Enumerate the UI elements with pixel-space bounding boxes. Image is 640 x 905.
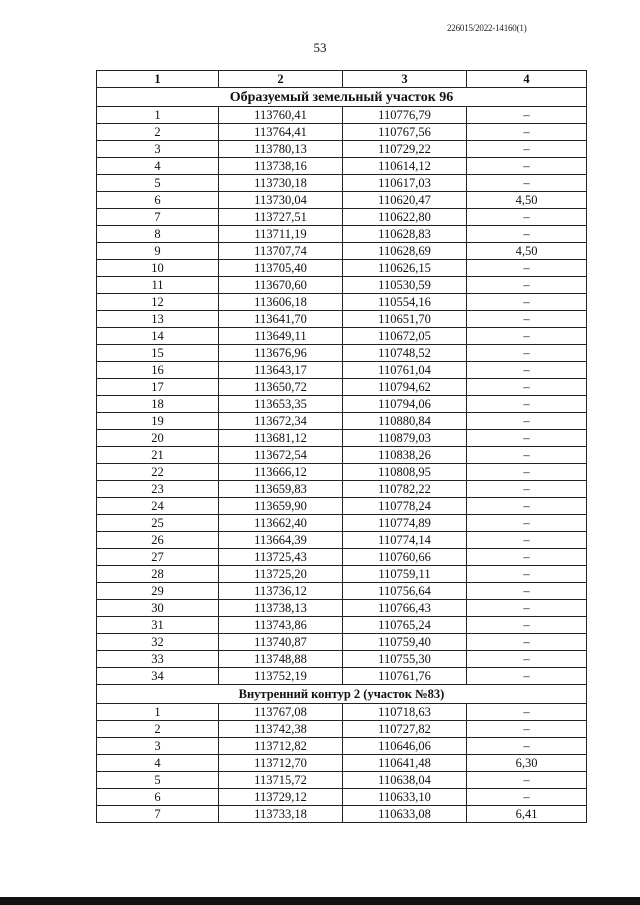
y-coordinate-cell: 110554,16 — [343, 294, 467, 311]
distance-cell: – — [467, 124, 587, 141]
y-coordinate-cell: 110622,80 — [343, 209, 467, 226]
table-row — [97, 209, 587, 226]
x-coordinate-cell: 113729,12 — [219, 789, 343, 806]
y-coordinate-cell: 110759,40 — [343, 634, 467, 651]
table-row — [97, 668, 587, 685]
distance-cell: – — [467, 464, 587, 481]
table-row — [97, 481, 587, 498]
x-coordinate-cell: 113681,12 — [219, 430, 343, 447]
section-title: Образуемый земельный участок 96 — [97, 88, 587, 107]
y-coordinate-cell: 110880,84 — [343, 413, 467, 430]
table-row — [97, 107, 587, 124]
y-coordinate-cell: 110759,11 — [343, 566, 467, 583]
table-row — [97, 634, 587, 651]
distance-cell: – — [467, 141, 587, 158]
column-header-4: 4 — [467, 71, 587, 88]
distance-cell: 6,30 — [467, 755, 587, 772]
point-number-cell: 16 — [97, 362, 219, 379]
table-row — [97, 277, 587, 294]
table-row — [97, 345, 587, 362]
point-number-cell: 5 — [97, 772, 219, 789]
x-coordinate-cell: 113666,12 — [219, 464, 343, 481]
x-coordinate-cell: 113738,13 — [219, 600, 343, 617]
y-coordinate-cell: 110774,89 — [343, 515, 467, 532]
point-number-cell: 27 — [97, 549, 219, 566]
table-row — [97, 515, 587, 532]
y-coordinate-cell: 110778,24 — [343, 498, 467, 515]
distance-cell: – — [467, 481, 587, 498]
x-coordinate-cell: 113705,40 — [219, 260, 343, 277]
x-coordinate-cell: 113606,18 — [219, 294, 343, 311]
distance-cell: – — [467, 789, 587, 806]
x-coordinate-cell: 113742,38 — [219, 721, 343, 738]
point-number-cell: 6 — [97, 789, 219, 806]
distance-cell: – — [467, 600, 587, 617]
x-coordinate-cell: 113740,87 — [219, 634, 343, 651]
distance-cell: – — [467, 226, 587, 243]
point-number-cell: 20 — [97, 430, 219, 447]
distance-cell: 4,50 — [467, 243, 587, 260]
table-row — [97, 532, 587, 549]
y-coordinate-cell: 110794,62 — [343, 379, 467, 396]
coordinates-table — [96, 70, 587, 823]
x-coordinate-cell: 113650,72 — [219, 379, 343, 396]
point-number-cell: 13 — [97, 311, 219, 328]
column-header-1: 1 — [97, 71, 219, 88]
table-row — [97, 566, 587, 583]
distance-cell: – — [467, 668, 587, 685]
distance-cell: – — [467, 294, 587, 311]
y-coordinate-cell: 110727,82 — [343, 721, 467, 738]
distance-cell: – — [467, 617, 587, 634]
y-coordinate-cell: 110530,59 — [343, 277, 467, 294]
x-coordinate-cell: 113643,17 — [219, 362, 343, 379]
distance-cell: – — [467, 328, 587, 345]
y-coordinate-cell: 110672,05 — [343, 328, 467, 345]
y-coordinate-cell: 110628,83 — [343, 226, 467, 243]
distance-cell: – — [467, 634, 587, 651]
y-coordinate-cell: 110646,06 — [343, 738, 467, 755]
point-number-cell: 33 — [97, 651, 219, 668]
document-number: 226015/2022-14160(1) — [447, 23, 527, 33]
point-number-cell: 7 — [97, 806, 219, 823]
point-number-cell: 10 — [97, 260, 219, 277]
y-coordinate-cell: 110782,22 — [343, 481, 467, 498]
table-row — [97, 192, 587, 209]
point-number-cell: 3 — [97, 738, 219, 755]
distance-cell: – — [467, 532, 587, 549]
y-coordinate-cell: 110626,15 — [343, 260, 467, 277]
table-header-row — [97, 71, 587, 88]
section-header-row — [97, 685, 587, 704]
x-coordinate-cell: 113712,82 — [219, 738, 343, 755]
y-coordinate-cell: 110794,06 — [343, 396, 467, 413]
table-row — [97, 362, 587, 379]
distance-cell: 6,41 — [467, 806, 587, 823]
table-row — [97, 141, 587, 158]
x-coordinate-cell: 113725,43 — [219, 549, 343, 566]
distance-cell: – — [467, 498, 587, 515]
x-coordinate-cell: 113715,72 — [219, 772, 343, 789]
distance-cell: – — [467, 362, 587, 379]
x-coordinate-cell: 113712,70 — [219, 755, 343, 772]
table-row — [97, 704, 587, 721]
x-coordinate-cell: 113780,13 — [219, 141, 343, 158]
y-coordinate-cell: 110756,64 — [343, 583, 467, 600]
table-row — [97, 379, 587, 396]
y-coordinate-cell: 110808,95 — [343, 464, 467, 481]
table-row — [97, 738, 587, 755]
distance-cell: – — [467, 379, 587, 396]
point-number-cell: 3 — [97, 141, 219, 158]
point-number-cell: 12 — [97, 294, 219, 311]
point-number-cell: 22 — [97, 464, 219, 481]
point-number-cell: 2 — [97, 721, 219, 738]
y-coordinate-cell: 110774,14 — [343, 532, 467, 549]
distance-cell: – — [467, 515, 587, 532]
y-coordinate-cell: 110628,69 — [343, 243, 467, 260]
point-number-cell: 6 — [97, 192, 219, 209]
table-row — [97, 772, 587, 789]
x-coordinate-cell: 113707,74 — [219, 243, 343, 260]
point-number-cell: 14 — [97, 328, 219, 345]
point-number-cell: 24 — [97, 498, 219, 515]
distance-cell: – — [467, 566, 587, 583]
distance-cell: – — [467, 311, 587, 328]
table-row — [97, 651, 587, 668]
x-coordinate-cell: 113767,08 — [219, 704, 343, 721]
point-number-cell: 25 — [97, 515, 219, 532]
point-number-cell: 9 — [97, 243, 219, 260]
distance-cell: – — [467, 651, 587, 668]
table-row — [97, 498, 587, 515]
y-coordinate-cell: 110761,04 — [343, 362, 467, 379]
point-number-cell: 2 — [97, 124, 219, 141]
table-row — [97, 328, 587, 345]
table-row — [97, 260, 587, 277]
y-coordinate-cell: 110729,22 — [343, 141, 467, 158]
x-coordinate-cell: 113641,70 — [219, 311, 343, 328]
table-row — [97, 311, 587, 328]
x-coordinate-cell: 113659,83 — [219, 481, 343, 498]
distance-cell: – — [467, 430, 587, 447]
point-number-cell: 8 — [97, 226, 219, 243]
y-coordinate-cell: 110761,76 — [343, 668, 467, 685]
section-header-row — [97, 88, 587, 107]
y-coordinate-cell: 110776,79 — [343, 107, 467, 124]
distance-cell: – — [467, 158, 587, 175]
x-coordinate-cell: 113730,04 — [219, 192, 343, 209]
point-number-cell: 32 — [97, 634, 219, 651]
distance-cell: – — [467, 175, 587, 192]
table-row — [97, 413, 587, 430]
distance-cell: 4,50 — [467, 192, 587, 209]
y-coordinate-cell: 110760,66 — [343, 549, 467, 566]
table-row — [97, 294, 587, 311]
distance-cell: – — [467, 396, 587, 413]
point-number-cell: 1 — [97, 704, 219, 721]
y-coordinate-cell: 110617,03 — [343, 175, 467, 192]
point-number-cell: 1 — [97, 107, 219, 124]
y-coordinate-cell: 110755,30 — [343, 651, 467, 668]
y-coordinate-cell: 110748,52 — [343, 345, 467, 362]
y-coordinate-cell: 110767,56 — [343, 124, 467, 141]
distance-cell: – — [467, 704, 587, 721]
x-coordinate-cell: 113760,41 — [219, 107, 343, 124]
distance-cell: – — [467, 583, 587, 600]
y-coordinate-cell: 110614,12 — [343, 158, 467, 175]
table-row — [97, 124, 587, 141]
table-row — [97, 158, 587, 175]
x-coordinate-cell: 113752,19 — [219, 668, 343, 685]
distance-cell: – — [467, 413, 587, 430]
distance-cell: – — [467, 260, 587, 277]
table-row — [97, 755, 587, 772]
table-body — [97, 88, 587, 823]
distance-cell: – — [467, 772, 587, 789]
y-coordinate-cell: 110651,70 — [343, 311, 467, 328]
section-title: Внутренний контур 2 (участок №83) — [97, 685, 587, 704]
distance-cell: – — [467, 721, 587, 738]
table-row — [97, 464, 587, 481]
point-number-cell: 5 — [97, 175, 219, 192]
x-coordinate-cell: 113672,34 — [219, 413, 343, 430]
distance-cell: – — [467, 209, 587, 226]
point-number-cell: 23 — [97, 481, 219, 498]
point-number-cell: 30 — [97, 600, 219, 617]
distance-cell: – — [467, 738, 587, 755]
point-number-cell: 15 — [97, 345, 219, 362]
x-coordinate-cell: 113670,60 — [219, 277, 343, 294]
point-number-cell: 28 — [97, 566, 219, 583]
x-coordinate-cell: 113653,35 — [219, 396, 343, 413]
table-row — [97, 721, 587, 738]
y-coordinate-cell: 110633,08 — [343, 806, 467, 823]
point-number-cell: 4 — [97, 755, 219, 772]
x-coordinate-cell: 113733,18 — [219, 806, 343, 823]
y-coordinate-cell: 110633,10 — [343, 789, 467, 806]
x-coordinate-cell: 113711,19 — [219, 226, 343, 243]
y-coordinate-cell: 110765,24 — [343, 617, 467, 634]
distance-cell: – — [467, 107, 587, 124]
distance-cell: – — [467, 447, 587, 464]
y-coordinate-cell: 110718,63 — [343, 704, 467, 721]
table-row — [97, 243, 587, 260]
x-coordinate-cell: 113743,86 — [219, 617, 343, 634]
table-row — [97, 600, 587, 617]
point-number-cell: 11 — [97, 277, 219, 294]
point-number-cell: 19 — [97, 413, 219, 430]
x-coordinate-cell: 113727,51 — [219, 209, 343, 226]
table-row — [97, 583, 587, 600]
table-row — [97, 789, 587, 806]
x-coordinate-cell: 113664,39 — [219, 532, 343, 549]
y-coordinate-cell: 110879,03 — [343, 430, 467, 447]
point-number-cell: 31 — [97, 617, 219, 634]
point-number-cell: 26 — [97, 532, 219, 549]
point-number-cell: 4 — [97, 158, 219, 175]
y-coordinate-cell: 110638,04 — [343, 772, 467, 789]
x-coordinate-cell: 113676,96 — [219, 345, 343, 362]
table-row — [97, 175, 587, 192]
y-coordinate-cell: 110766,43 — [343, 600, 467, 617]
point-number-cell: 18 — [97, 396, 219, 413]
x-coordinate-cell: 113736,12 — [219, 583, 343, 600]
y-coordinate-cell: 110641,48 — [343, 755, 467, 772]
table-row — [97, 447, 587, 464]
x-coordinate-cell: 113649,11 — [219, 328, 343, 345]
distance-cell: – — [467, 549, 587, 566]
scan-edge-bar — [0, 897, 640, 905]
table-row — [97, 617, 587, 634]
table-row — [97, 549, 587, 566]
table-row — [97, 226, 587, 243]
x-coordinate-cell: 113725,20 — [219, 566, 343, 583]
x-coordinate-cell: 113662,40 — [219, 515, 343, 532]
page-number: 53 — [313, 40, 327, 55]
x-coordinate-cell: 113748,88 — [219, 651, 343, 668]
x-coordinate-cell: 113764,41 — [219, 124, 343, 141]
column-header-2: 2 — [219, 71, 343, 88]
x-coordinate-cell: 113738,16 — [219, 158, 343, 175]
y-coordinate-cell: 110620,47 — [343, 192, 467, 209]
distance-cell: – — [467, 345, 587, 362]
x-coordinate-cell: 113672,54 — [219, 447, 343, 464]
point-number-cell: 34 — [97, 668, 219, 685]
x-coordinate-cell: 113730,18 — [219, 175, 343, 192]
table-row — [97, 396, 587, 413]
column-header-3: 3 — [343, 71, 467, 88]
x-coordinate-cell: 113659,90 — [219, 498, 343, 515]
table-row — [97, 806, 587, 823]
table-row — [97, 430, 587, 447]
y-coordinate-cell: 110838,26 — [343, 447, 467, 464]
point-number-cell: 29 — [97, 583, 219, 600]
point-number-cell: 21 — [97, 447, 219, 464]
point-number-cell: 7 — [97, 209, 219, 226]
point-number-cell: 17 — [97, 379, 219, 396]
distance-cell: – — [467, 277, 587, 294]
